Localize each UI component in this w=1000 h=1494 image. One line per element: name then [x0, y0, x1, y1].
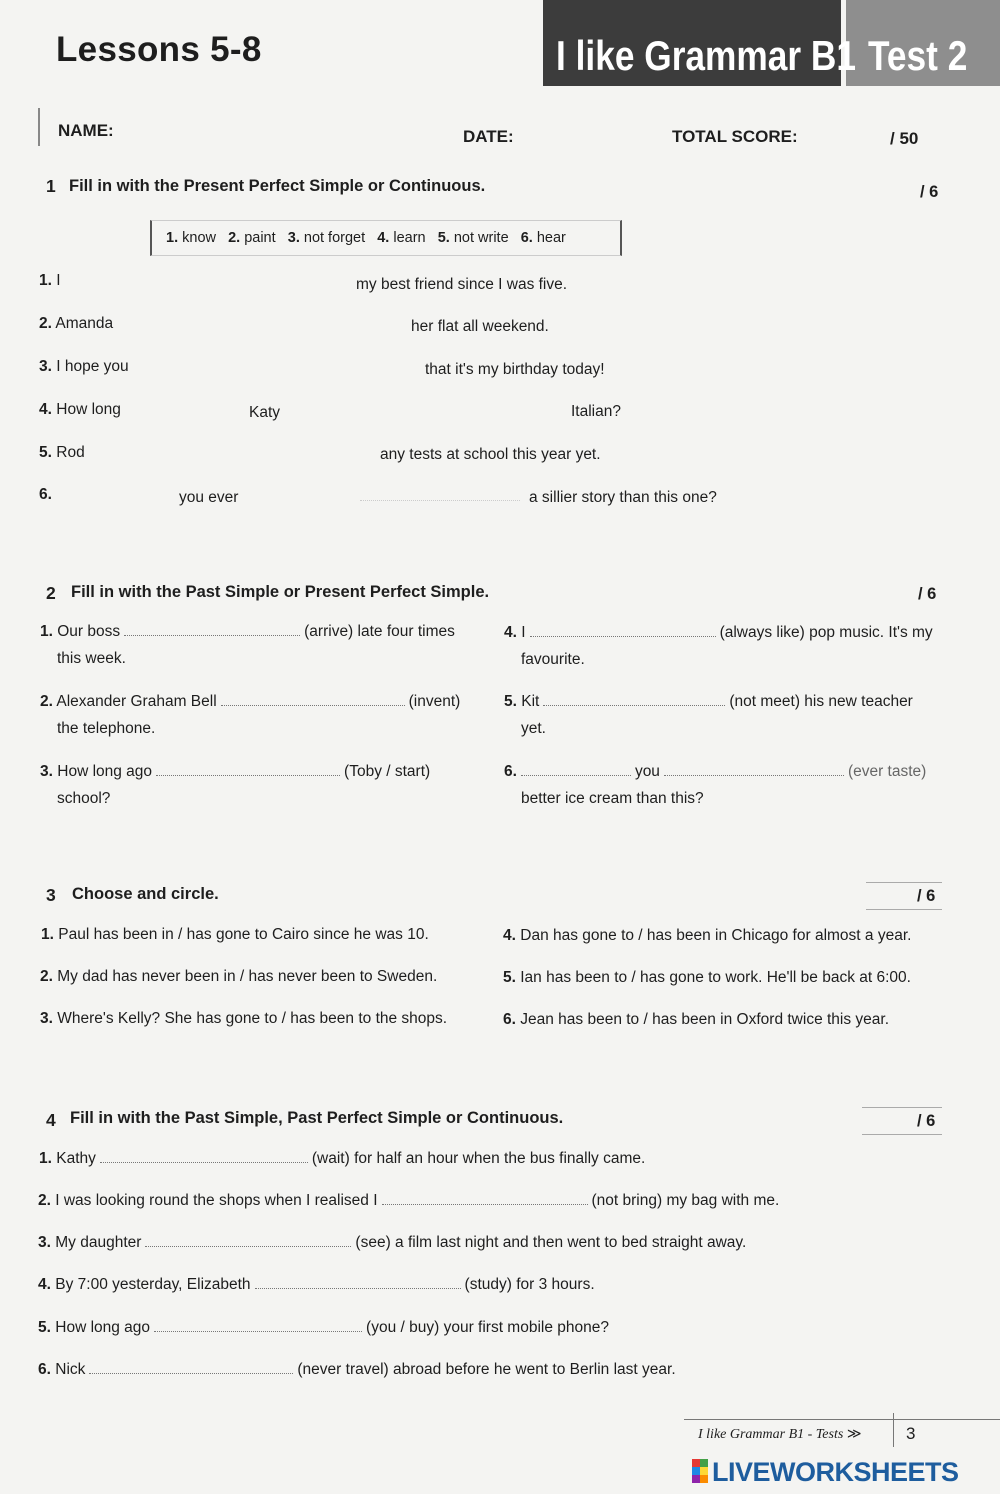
- s2-item-4: 4. I (always like) pop music. It's my: [504, 624, 933, 641]
- section-4-score: / 6: [917, 1112, 936, 1130]
- s2-item-1: 1. Our boss (arrive) late four times: [40, 623, 455, 640]
- word-bank-item: 3. not forget: [287, 230, 366, 246]
- s3-item-6[interactable]: 6. Jean has been to / has been in Oxford twice this year.: [503, 1011, 890, 1028]
- s3-item-3[interactable]: 3. Where's Kelly? She has gone to / has been to the shops.: [40, 1010, 448, 1027]
- s1-item-5-end: any tests at school this year yet.: [380, 446, 601, 463]
- s4-item-3-blank[interactable]: [145, 1234, 351, 1247]
- s1-item-2-start: 2. Amanda: [39, 315, 114, 332]
- s1-item-6-end: a sillier story than this one?: [529, 489, 717, 506]
- s2-item-3: 3. How long ago (Toby / start): [40, 763, 431, 780]
- s3-item-5[interactable]: 5. Ian has been to / has gone to work. He'll be back at 6:00.: [503, 969, 911, 986]
- s2-item-5: 5. Kit (not meet) his new teacher: [504, 693, 913, 710]
- word-bank-item: 5. not write: [437, 230, 509, 246]
- s4-item-1-blank[interactable]: [100, 1150, 308, 1163]
- liveworksheets-logo-icon: [692, 1459, 708, 1483]
- footer-book-title: I like Grammar B1 - Tests ≫: [698, 1427, 862, 1442]
- s1-item-6-mid: you ever: [179, 489, 239, 506]
- s3-item-1[interactable]: 1. Paul has been in / has gone to Cairo since he was 10.: [41, 926, 429, 943]
- lessons-title: Lessons 5-8: [56, 30, 262, 69]
- s2-item-4-cont: favourite.: [521, 651, 585, 668]
- page-number: 3: [906, 1424, 916, 1443]
- s2-item-5-blank[interactable]: [543, 693, 725, 706]
- s1-item-6-blank[interactable]: [360, 500, 520, 501]
- s4-item-2-blank[interactable]: [382, 1192, 588, 1205]
- s1-item-3-end: that it's my birthday today!: [425, 361, 605, 378]
- s2-item-2-cont: the telephone.: [57, 720, 156, 737]
- s1-item-5-start: 5. Rod: [39, 444, 85, 461]
- s2-item-6-cont: better ice cream than this?: [521, 790, 704, 807]
- s3-item-4[interactable]: 4. Dan has gone to / has been in Chicago for almost a year.: [503, 927, 912, 944]
- s2-item-1-cont: this week.: [57, 650, 126, 667]
- s4-item-5: 5. How long ago (you / buy) your first mobile phone?: [38, 1319, 609, 1336]
- s2-item-6: 6. you (ever taste): [504, 763, 927, 780]
- margin-bar: [38, 108, 40, 146]
- s2-item-6-blank-b[interactable]: [664, 763, 844, 776]
- s4-item-6: 6. Nick (never travel) abroad before he went to Berlin last year.: [38, 1361, 676, 1378]
- liveworksheets-watermark: LIVEWORKSHEETS: [712, 1457, 959, 1487]
- section-2-title: Fill in with the Past Simple or Present Perfect Simple.: [71, 583, 490, 601]
- s1-item-1-end: my best friend since I was five.: [356, 276, 568, 293]
- section-3-score: / 6: [917, 887, 936, 905]
- section-2-number: 2: [46, 583, 56, 603]
- s4-item-5-blank[interactable]: [154, 1319, 362, 1332]
- s4-item-6-blank[interactable]: [89, 1361, 293, 1374]
- name-label: NAME:: [58, 121, 114, 140]
- s2-item-4-blank[interactable]: [530, 624, 716, 637]
- section-4-number: 4: [46, 1110, 56, 1130]
- s2-item-2: 2. Alexander Graham Bell (invent): [40, 693, 461, 710]
- word-bank-item: 1. know: [166, 230, 216, 246]
- s4-item-3: 3. My daughter (see) a film last night and then went to bed straight away.: [38, 1234, 747, 1251]
- s1-item-4-end: Italian?: [571, 403, 621, 420]
- book-title: I like Grammar B1: [556, 32, 857, 79]
- test-label: Test 2: [868, 32, 968, 79]
- s2-item-5-cont: yet.: [521, 720, 546, 737]
- word-bank: [166, 230, 566, 246]
- section-3-title: Choose and circle.: [72, 885, 219, 903]
- date-label: DATE:: [463, 127, 514, 146]
- s1-item-4-start: 4. How long: [39, 401, 121, 418]
- s2-item-2-blank[interactable]: [221, 693, 405, 706]
- s3-item-2[interactable]: 2. My dad has never been in / has never been to Sweden.: [40, 968, 438, 985]
- s4-item-2: 2. I was looking round the shops when I realised I (not bring) my bag with me.: [38, 1192, 780, 1209]
- s2-item-6-blank-a[interactable]: [521, 763, 631, 776]
- footer-rule: [684, 1419, 1000, 1420]
- s2-item-3-cont: school?: [57, 790, 111, 807]
- s1-item-3-start: 3. I hope you: [39, 358, 129, 375]
- s2-item-3-blank[interactable]: [156, 763, 340, 776]
- section-1-score: / 6: [920, 183, 939, 201]
- total-score-label: TOTAL SCORE:: [672, 127, 798, 146]
- section-2-score: / 6: [918, 585, 937, 603]
- s2-item-1-blank[interactable]: [124, 623, 300, 636]
- word-bank-item: 4. learn: [377, 230, 426, 246]
- section-3-number: 3: [46, 885, 56, 905]
- s1-item-2-end: her flat all weekend.: [411, 318, 549, 335]
- s1-item-1-start: 1. I: [39, 272, 61, 289]
- section-1-title: Fill in with the Present Perfect Simple or Continuous.: [69, 177, 486, 195]
- word-bank-item: 2. paint: [228, 230, 276, 246]
- section-1-number: 1: [46, 176, 56, 196]
- word-bank-item: 6. hear: [520, 230, 566, 246]
- s4-item-4: 4. By 7:00 yesterday, Elizabeth (study) for 3 hours.: [38, 1276, 595, 1293]
- s4-item-4-blank[interactable]: [255, 1276, 461, 1289]
- section-4-title: Fill in with the Past Simple, Past Perfect Simple or Continuous.: [70, 1109, 564, 1127]
- footer-divider: [893, 1413, 894, 1447]
- s1-item-4-mid: Katy: [249, 404, 281, 421]
- s1-item-6-start: 6.: [39, 486, 52, 503]
- s4-item-1: 1. Kathy (wait) for half an hour when the bus finally came.: [39, 1150, 646, 1167]
- total-score-max: / 50: [890, 129, 919, 148]
- double-arrow-icon: ≫: [846, 1427, 862, 1442]
